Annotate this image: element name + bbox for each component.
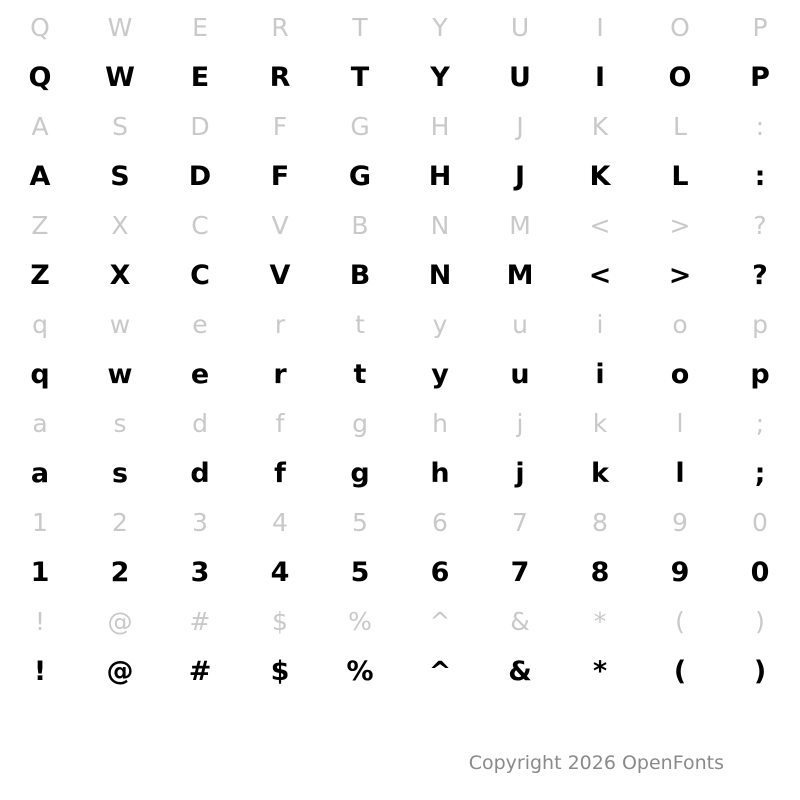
glyph-cell: s (111, 457, 129, 489)
glyph-cell: J (516, 112, 524, 141)
glyph-cell: 8 (592, 508, 608, 537)
glyph-cell: y (432, 310, 448, 339)
glyph-cell: C (190, 259, 210, 291)
glyph-cell: 3 (190, 556, 210, 588)
glyph-cell: ! (33, 655, 47, 687)
glyph-cell: S (112, 112, 128, 141)
glyph-cell: $ (270, 655, 290, 687)
glyph-cell: 6 (432, 508, 448, 537)
glyph-cell: f (274, 457, 286, 489)
row-digits-solid (0, 544, 800, 600)
glyph-cell: ^ (429, 607, 451, 636)
glyph-cell: 1 (32, 508, 48, 537)
glyph-cell: Z (30, 259, 50, 291)
row-asdf-upper-solid (0, 148, 800, 204)
row-zxcv-upper-ghost (0, 204, 800, 247)
glyph-cell: ; (755, 409, 765, 438)
glyph-cell: o (670, 358, 690, 390)
glyph-cell: e (190, 358, 210, 390)
glyph-cell: ? (752, 259, 768, 291)
glyph-cell: w (107, 358, 133, 390)
glyph-cell: S (110, 160, 130, 192)
glyph-cell: s (113, 409, 127, 438)
glyph-cell: j (516, 409, 524, 438)
row-qwerty-lower-ghost (0, 303, 800, 346)
glyph-cell: h (432, 409, 448, 438)
glyph-cell: Z (31, 211, 49, 240)
glyph-cell: e (192, 310, 208, 339)
glyph-cell: @ (106, 655, 134, 687)
glyph-cell: : (754, 160, 766, 192)
glyph-cell: A (31, 112, 49, 141)
glyph-cell: u (510, 358, 530, 390)
glyph-cell: I (594, 61, 606, 93)
glyph-cell: & (508, 655, 532, 687)
glyph-cell: V (271, 211, 289, 240)
glyph-cell: j (515, 457, 525, 489)
glyph-cell: p (750, 358, 770, 390)
glyph-cell: < (589, 211, 611, 240)
glyph-cell: J (514, 160, 526, 192)
glyph-cell: 2 (110, 556, 130, 588)
glyph-cell: 7 (510, 556, 530, 588)
glyph-cell: % (348, 607, 372, 636)
glyph-cell: U (510, 13, 530, 42)
glyph-cell: > (669, 211, 691, 240)
glyph-cell: H (430, 112, 450, 141)
glyph-cell: N (428, 259, 452, 291)
glyph-cell: 4 (270, 556, 290, 588)
row-qwerty-upper-solid (0, 49, 800, 105)
glyph-cell: 2 (112, 508, 128, 537)
glyph-cell: Y (432, 13, 448, 42)
glyph-cell: K (591, 112, 609, 141)
glyph-cell: E (190, 61, 210, 93)
glyph-cell: E (192, 13, 208, 42)
glyph-cell: O (670, 13, 690, 42)
row-symbols (0, 600, 800, 699)
glyph-cell: Q (30, 13, 50, 42)
glyph-cell: h (430, 457, 450, 489)
glyph-cell: * (593, 607, 607, 636)
glyph-cell: Y (430, 61, 450, 93)
glyph-cell: 6 (430, 556, 450, 588)
glyph-cell: i (596, 310, 604, 339)
glyph-cell: L (671, 160, 689, 192)
glyph-cell: ( (673, 655, 687, 687)
glyph-cell: p (752, 310, 768, 339)
glyph-cell: 0 (752, 508, 768, 537)
glyph-cell: u (512, 310, 528, 339)
glyph-cell: B (349, 259, 371, 291)
glyph-cell: g (350, 457, 370, 489)
glyph-cell: q (30, 358, 50, 390)
row-asdf-upper (0, 105, 800, 204)
glyph-cell: # (188, 655, 212, 687)
glyph-cell: l (675, 457, 685, 489)
glyph-cell: G (350, 112, 370, 141)
glyph-cell: ! (34, 607, 46, 636)
glyph-cell: & (510, 607, 530, 636)
glyph-cell: F (270, 160, 290, 192)
glyph-cell: 7 (512, 508, 528, 537)
glyph-cell: < (588, 259, 612, 291)
glyph-cell: ) (753, 655, 767, 687)
glyph-cell: T (352, 13, 368, 42)
glyph-cell: o (672, 310, 688, 339)
row-asdf-lower-ghost (0, 402, 800, 445)
glyph-cell: T (350, 61, 370, 93)
row-asdf-lower (0, 402, 800, 501)
row-digits-ghost (0, 501, 800, 544)
glyph-cell: k (591, 457, 609, 489)
row-symbols-solid (0, 643, 800, 699)
glyph-cell: A (29, 160, 51, 192)
glyph-cell: ? (753, 211, 767, 240)
glyph-cell: @ (107, 607, 133, 636)
glyph-cell: r (273, 358, 287, 390)
glyph-cell: R (269, 61, 291, 93)
glyph-cell: B (351, 211, 369, 240)
glyph-cell: I (596, 13, 604, 42)
glyph-cell: r (274, 310, 286, 339)
glyph-cell: 1 (30, 556, 50, 588)
glyph-cell: V (269, 259, 291, 291)
glyph-cell: t (353, 358, 367, 390)
row-qwerty-lower (0, 303, 800, 402)
glyph-cell: f (275, 409, 285, 438)
glyph-cell: U (509, 61, 531, 93)
glyph-cell: * (592, 655, 608, 687)
glyph-cell: P (752, 13, 768, 42)
glyph-cell: 5 (350, 556, 370, 588)
glyph-cell: a (30, 457, 50, 489)
glyph-cell: q (32, 310, 48, 339)
glyph-cell: d (192, 409, 208, 438)
glyph-cell: D (190, 112, 210, 141)
glyph-cell: # (189, 607, 211, 636)
row-qwerty-upper (0, 6, 800, 105)
glyph-cell: O (668, 61, 692, 93)
glyph-cell: ^ (428, 655, 452, 687)
row-asdf-lower-solid (0, 445, 800, 501)
row-asdf-upper-ghost (0, 105, 800, 148)
glyph-cell: 4 (272, 508, 288, 537)
glyph-cell: M (509, 211, 531, 240)
glyph-cell: l (676, 409, 684, 438)
glyph-cell: F (272, 112, 288, 141)
glyph-cell: > (668, 259, 692, 291)
glyph-cell: X (111, 211, 129, 240)
glyph-cell: d (190, 457, 210, 489)
glyph-cell: D (188, 160, 212, 192)
glyph-cell: 8 (590, 556, 610, 588)
row-zxcv-upper-solid (0, 247, 800, 303)
glyph-cell: 9 (672, 508, 688, 537)
glyph-cell: X (109, 259, 131, 291)
glyph-cell: Q (28, 61, 52, 93)
glyph-cell: ; (754, 457, 766, 489)
glyph-cell: P (750, 61, 770, 93)
glyph-cell: C (191, 211, 209, 240)
row-digits (0, 501, 800, 600)
glyph-cell: G (348, 160, 372, 192)
glyph-cell: a (32, 409, 48, 438)
glyph-cell: w (109, 310, 131, 339)
glyph-cell: 3 (192, 508, 208, 537)
glyph-cell: M (506, 259, 534, 291)
glyph-cell: K (589, 160, 611, 192)
glyph-cell: R (271, 13, 289, 42)
glyph-cell: $ (272, 607, 288, 636)
glyph-cell: i (595, 358, 605, 390)
glyph-cell: ( (675, 607, 685, 636)
glyph-cell: 9 (670, 556, 690, 588)
glyph-cell: ) (755, 607, 765, 636)
glyph-cell: % (346, 655, 374, 687)
row-qwerty-upper-ghost (0, 6, 800, 49)
row-zxcv-upper (0, 204, 800, 303)
glyph-cell: 5 (352, 508, 368, 537)
glyph-cell: g (352, 409, 368, 438)
glyph-cell: N (430, 211, 450, 240)
glyph-cell: t (355, 310, 365, 339)
glyph-cell: : (755, 112, 765, 141)
row-qwerty-lower-solid (0, 346, 800, 402)
glyph-cell: 0 (750, 556, 770, 588)
copyright-notice: Copyright 2026 OpenFonts (468, 752, 724, 774)
glyph-cell: k (592, 409, 608, 438)
glyph-cell: W (105, 61, 135, 93)
glyph-cell: y (431, 358, 449, 390)
glyph-cell: H (428, 160, 452, 192)
row-symbols-ghost (0, 600, 800, 643)
glyph-cell: W (107, 13, 133, 42)
glyph-cell: L (673, 112, 687, 141)
